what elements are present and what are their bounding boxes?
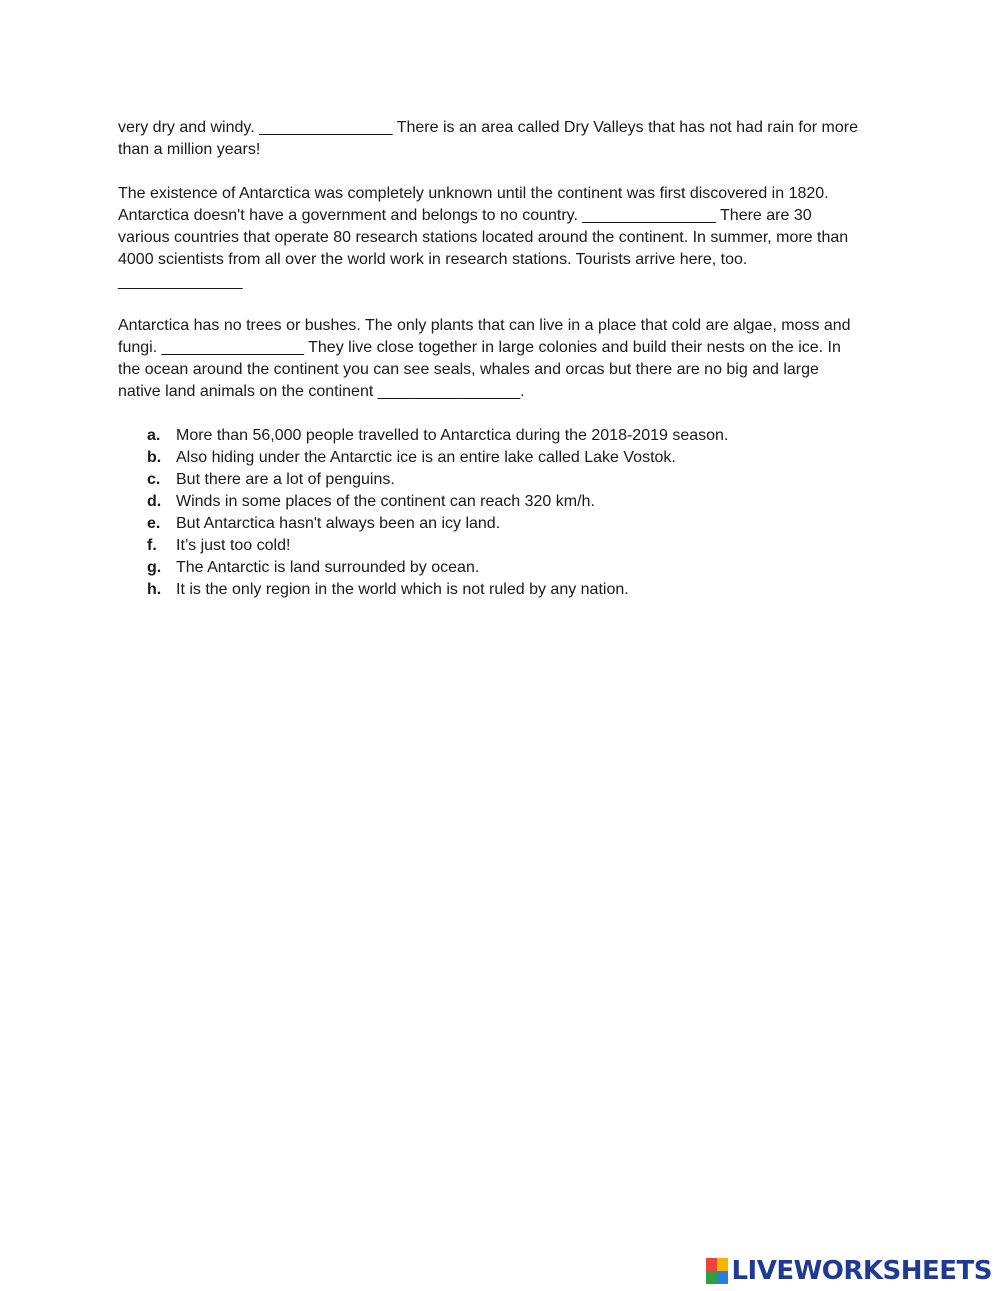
logo-square-blue bbox=[717, 1271, 728, 1284]
text-line: the ocean around the continent you can see seals, whales and orcas but there are no big and large bbox=[118, 361, 819, 378]
logo-square-green bbox=[706, 1271, 717, 1284]
option-text: But Antarctica hasn't always been an icy land. bbox=[176, 515, 501, 532]
text-line: The existence of Antarctica was completely unknown until the continent was first discovered in 1820. bbox=[118, 185, 829, 202]
option-letter: c. bbox=[147, 471, 161, 488]
option-item bbox=[147, 535, 888, 557]
text-line: Antarctica has no trees or bushes. The only plants that can live in a place that cold are algae, moss and bbox=[118, 317, 851, 334]
option-item bbox=[147, 579, 888, 601]
option-text: It is the only region in the world which is not ruled by any nation. bbox=[176, 581, 629, 598]
option-letter: d. bbox=[147, 493, 162, 510]
text-line: fungi. ________________ They live close together in large colonies and build their nests on the ice. In bbox=[118, 339, 841, 356]
option-item bbox=[147, 513, 888, 535]
text-line: very dry and windy. _______________ There is an area called Dry Valleys that has not had rain for more bbox=[118, 119, 858, 136]
text-line: native land animals on the continent ________________. bbox=[118, 383, 525, 400]
answer-options-list bbox=[118, 425, 888, 601]
option-letter: f. bbox=[147, 537, 157, 554]
option-item bbox=[147, 469, 888, 491]
logo-square-yellow bbox=[717, 1258, 728, 1271]
option-item bbox=[147, 447, 888, 469]
option-text: Winds in some places of the continent can reach 320 km/h. bbox=[176, 493, 595, 510]
text-line: 4000 scientists from all over the world work in research stations. Tourists arrive here, too. bbox=[118, 251, 748, 268]
liveworksheets-brand[interactable] bbox=[706, 1255, 992, 1287]
text-line: Antarctica doesn't have a government and belongs to no country. _______________ There are 30 bbox=[118, 207, 812, 224]
worksheet-body bbox=[118, 117, 888, 601]
option-letter: h. bbox=[147, 581, 162, 598]
text-line: ______________ bbox=[118, 273, 243, 290]
option-item bbox=[147, 425, 888, 447]
option-text: More than 56,000 people travelled to Antarctica during the 2018-2019 season. bbox=[176, 427, 729, 444]
paragraph-3 bbox=[118, 315, 888, 403]
brand-name: LIVEWORKSHEETS bbox=[731, 1256, 992, 1286]
option-item bbox=[147, 491, 888, 513]
option-letter: g. bbox=[147, 559, 162, 576]
option-letter: a. bbox=[147, 427, 161, 444]
option-item bbox=[147, 557, 888, 579]
paragraph-1 bbox=[118, 117, 888, 161]
option-letter: b. bbox=[147, 449, 162, 466]
option-text: But there are a lot of penguins. bbox=[176, 471, 395, 488]
paragraph-2 bbox=[118, 183, 888, 293]
text-line: various countries that operate 80 research stations located around the continent. In summer, more than bbox=[118, 229, 849, 246]
logo-square-red bbox=[706, 1258, 717, 1271]
option-letter: e. bbox=[147, 515, 161, 532]
option-text: It’s just too cold! bbox=[176, 537, 291, 554]
option-text: Also hiding under the Antarctic ice is an entire lake called Lake Vostok. bbox=[176, 449, 676, 466]
liveworksheets-logo-icon bbox=[706, 1258, 728, 1284]
option-text: The Antarctic is land surrounded by ocean. bbox=[176, 559, 480, 576]
text-line: than a million years! bbox=[118, 141, 261, 158]
